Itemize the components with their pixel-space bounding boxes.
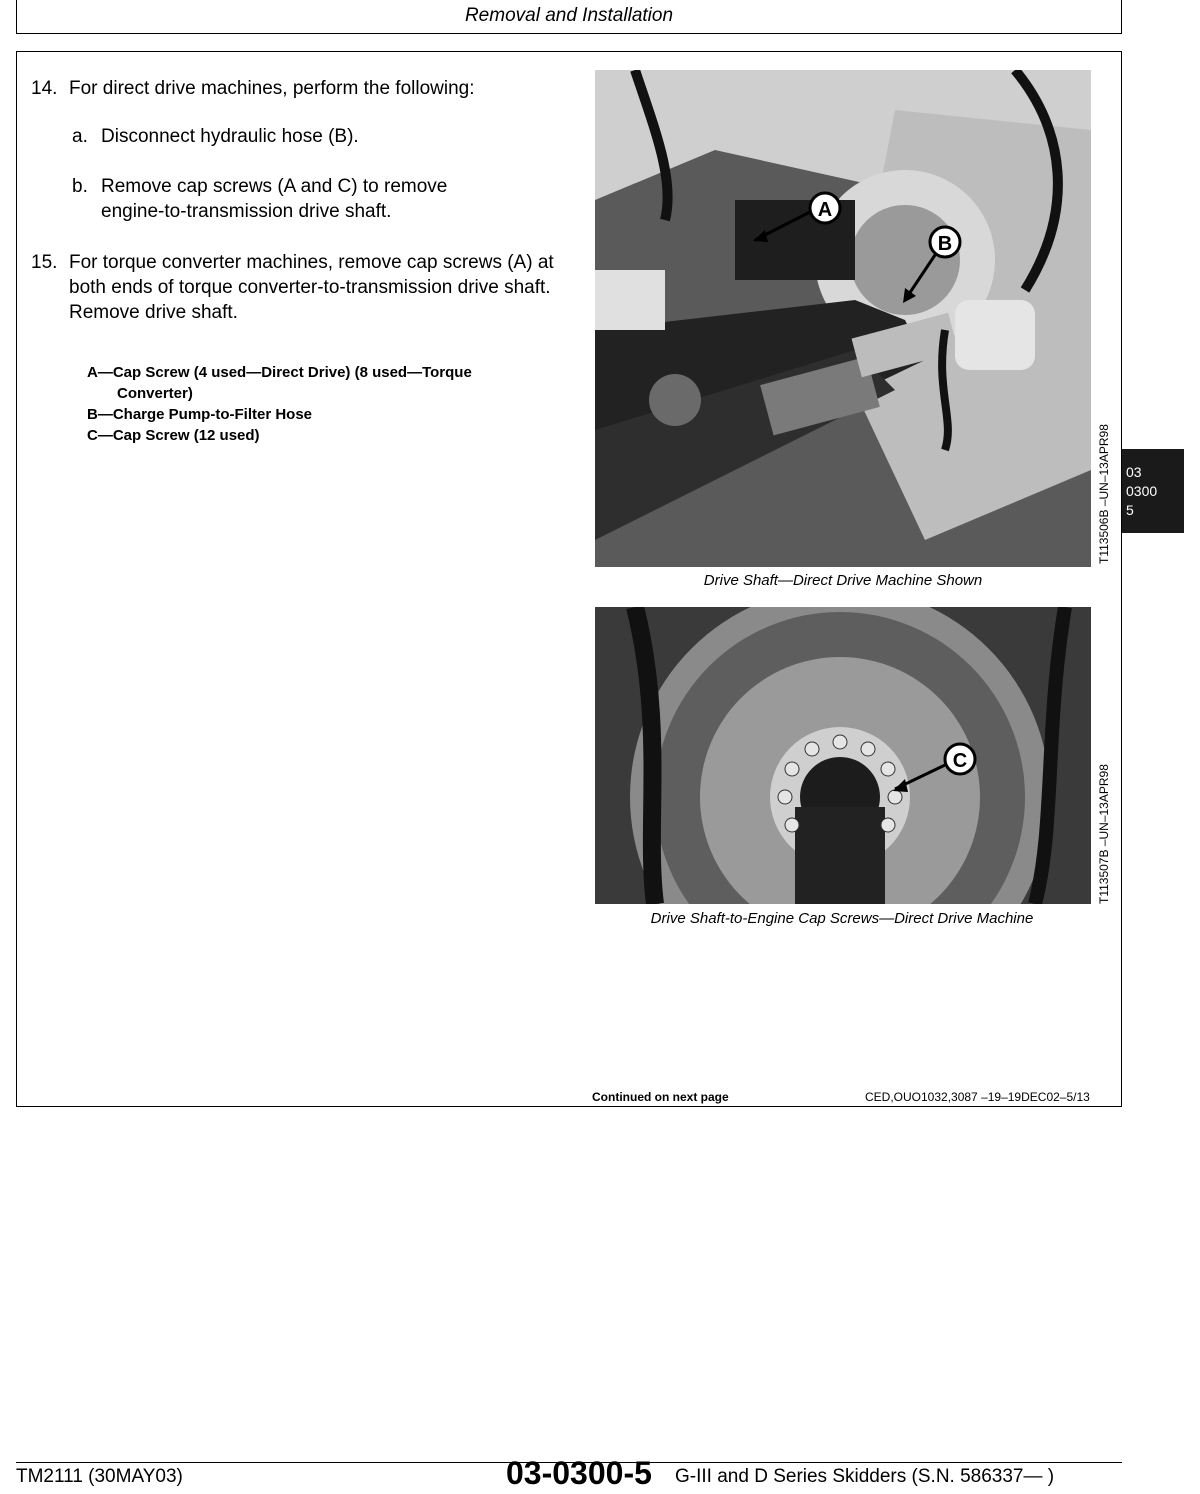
footer-manual-id: TM2111 (30MAY03) [16, 1466, 183, 1487]
legend-item: C—Cap Screw (12 used) [87, 427, 260, 444]
figure-cap-screws-photo [595, 607, 1091, 904]
figure-code: T113507B –UN–13APR98 [1097, 764, 1111, 904]
callout-b-label: B [937, 233, 953, 255]
footer-page-number: 03-0300-5 [506, 1455, 652, 1491]
photo-illustration [595, 607, 1091, 904]
step-text: For direct drive machines, perform the following: [69, 78, 475, 99]
tab-line: 0300 [1126, 483, 1158, 499]
section-title: Removal and Installation [464, 5, 674, 26]
figure-caption: Drive Shaft-to-Engine Cap Screws—Direct Drive Machine [650, 910, 1034, 927]
callout-legend [87, 362, 547, 446]
substep-text: Disconnect hydraulic hose (B). [101, 126, 359, 147]
document-code: CED,OUO1032,3087 –19–19DEC02–5/13 [865, 1090, 1090, 1104]
figure-code: T113506B –UN–13APR98 [1097, 424, 1111, 564]
legend-item: A—Cap Screw (4 used—Direct Drive) (8 used—Torque Converter) [87, 364, 472, 402]
footer-product: G-III and D Series Skidders (S.N. 586337— ) [675, 1466, 1055, 1487]
section-tab [1122, 449, 1184, 533]
callout-a-label: A [817, 199, 833, 221]
figure-caption: Drive Shaft—Direct Drive Machine Shown [703, 572, 983, 589]
substep-letter: b. [72, 176, 88, 197]
tab-line: 03 [1126, 464, 1142, 480]
callout-c-label: C [952, 750, 968, 772]
legend-item: B—Charge Pump-to-Filter Hose [87, 406, 313, 423]
tab-line: 5 [1126, 502, 1134, 518]
page-header [16, 0, 1122, 34]
step-number: 15. [31, 252, 58, 273]
step-number: 14. [31, 78, 58, 99]
continued-note: Continued on next page [592, 1090, 729, 1104]
substep-text: Remove cap screws (A and C) to remove engine-to-transmission drive shaft. [101, 176, 448, 222]
photo-illustration [595, 70, 1091, 567]
step-text: For torque converter machines, remove cap screws (A) at both ends of torque converter-to-transmission drive shaft. Remove drive shaft. [69, 252, 554, 323]
content-frame [16, 51, 1122, 1107]
substep-letter: a. [72, 126, 88, 147]
figure-drive-shaft-photo [595, 70, 1091, 567]
